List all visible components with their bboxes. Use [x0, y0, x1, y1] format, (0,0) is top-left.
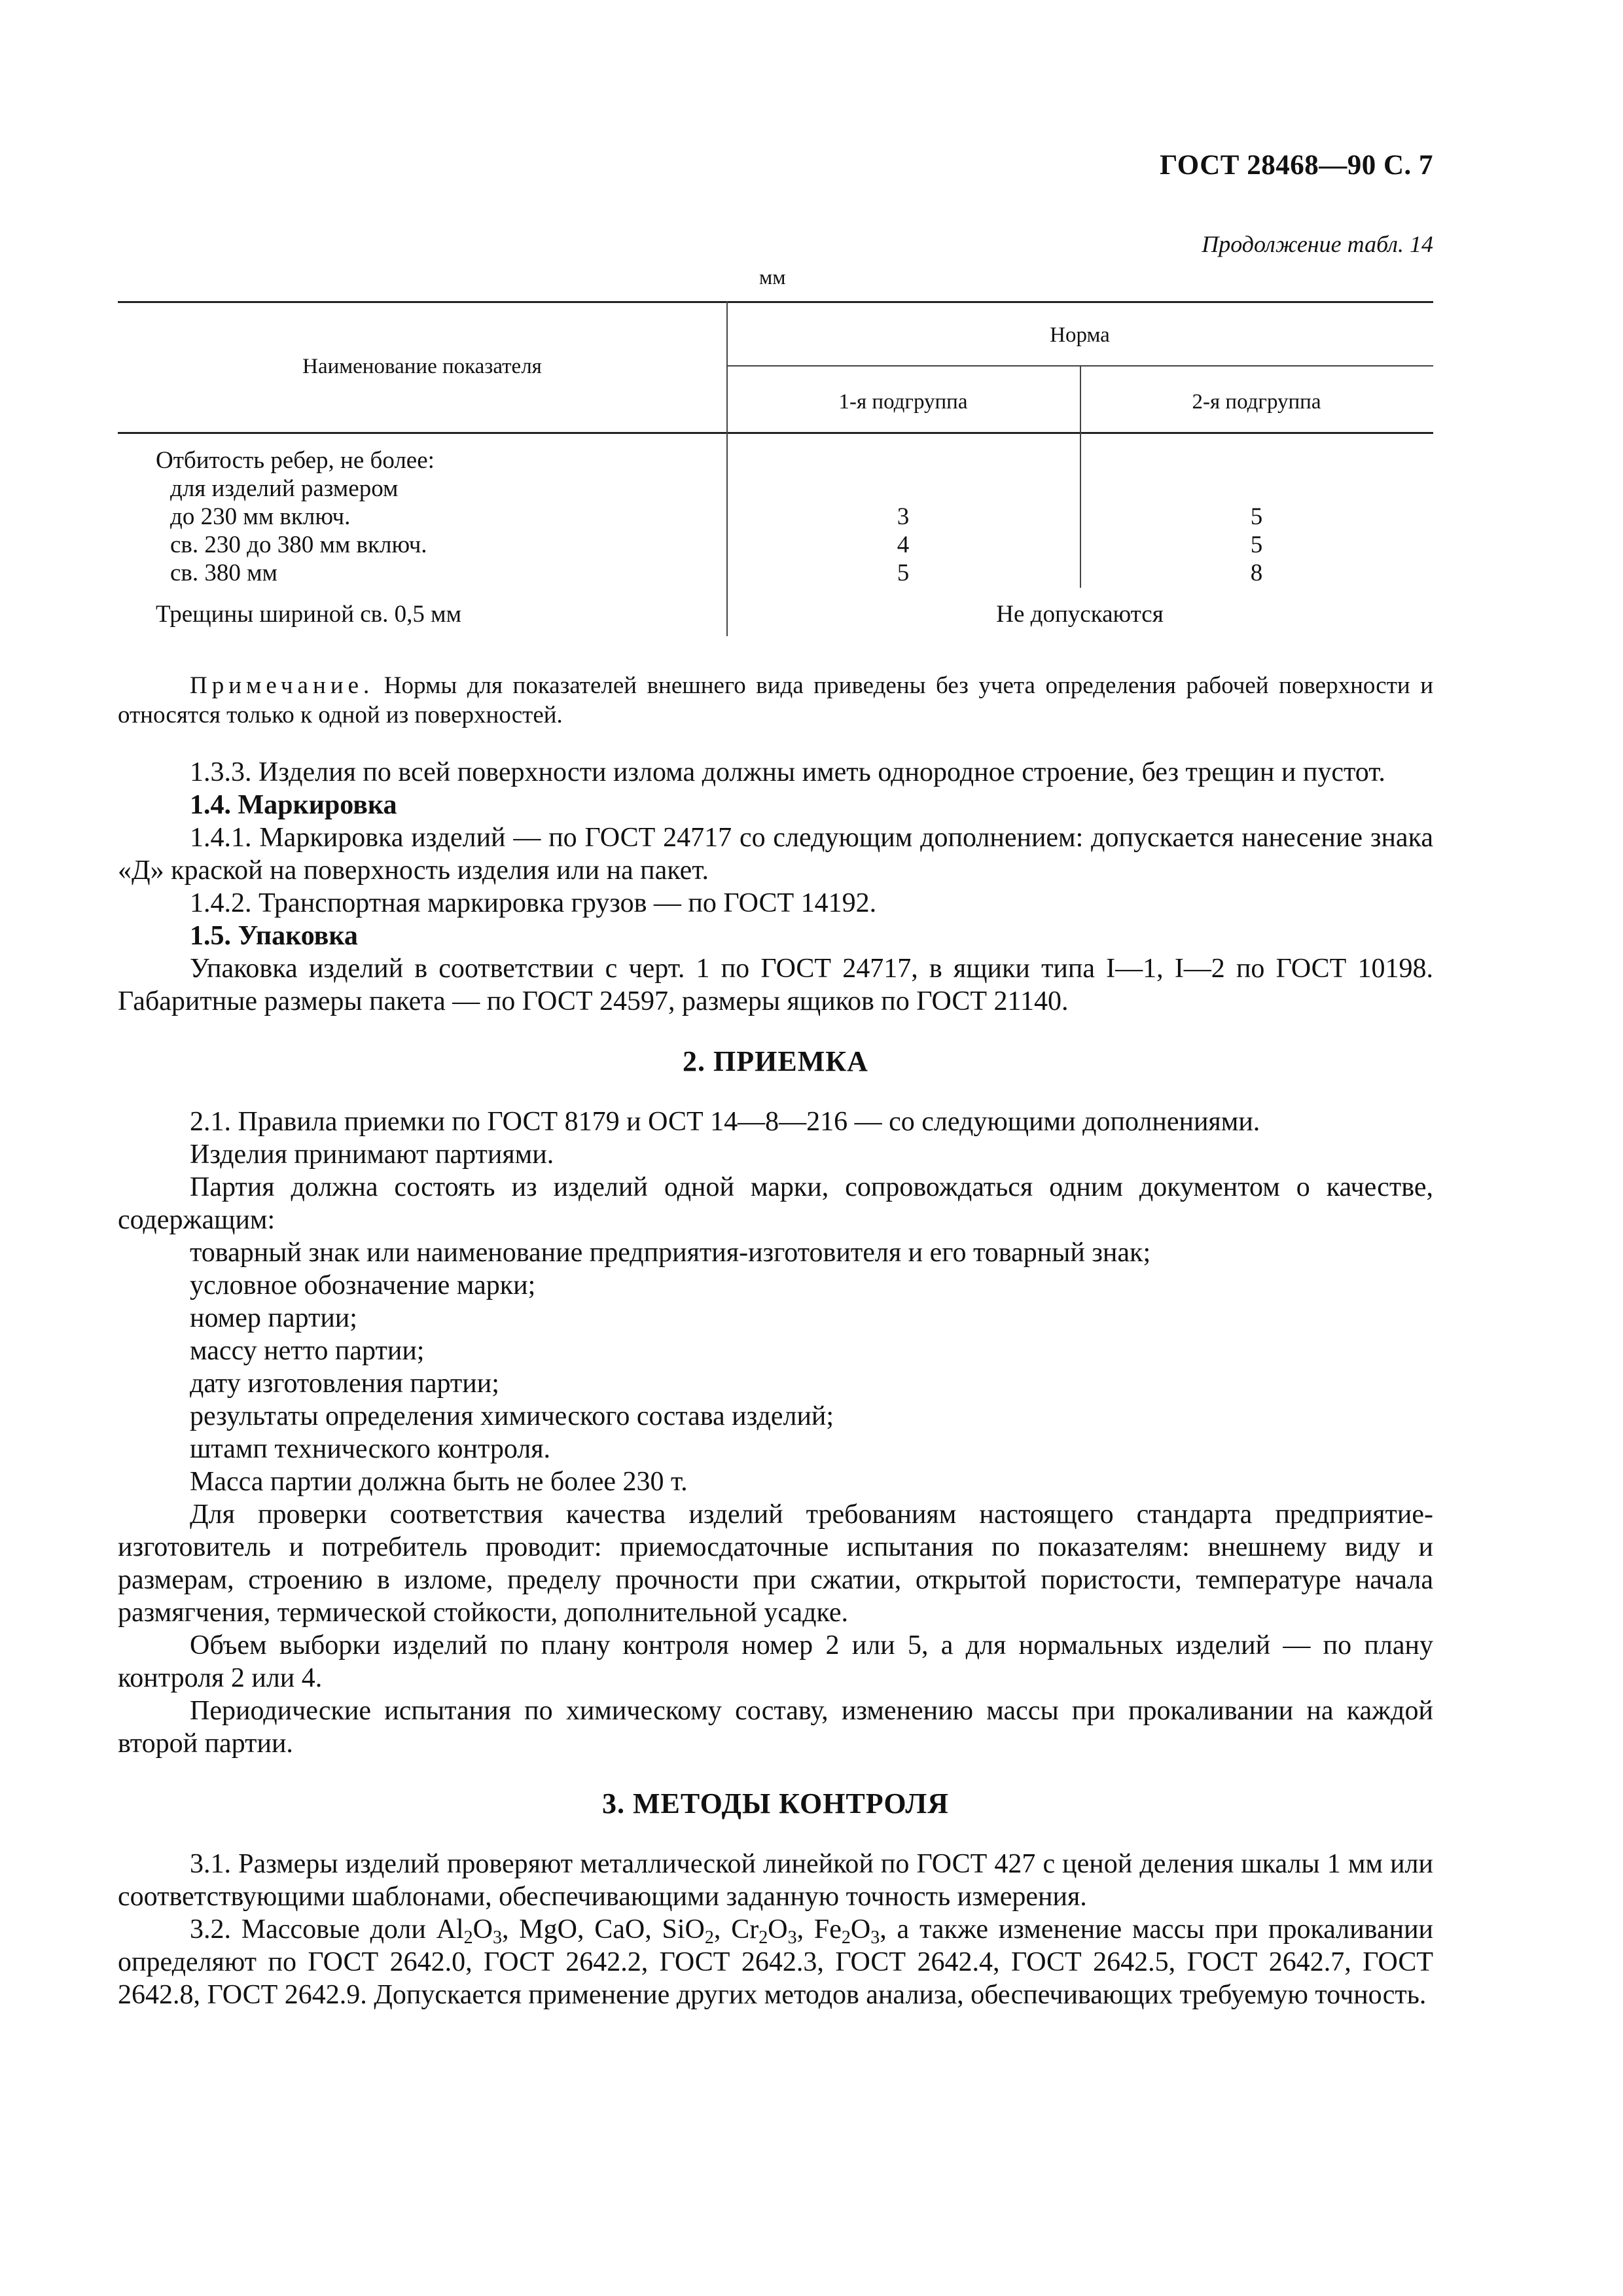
paragraph: Изделия принимают партиями.	[190, 1139, 554, 1170]
table-row-label: для изделий размером	[170, 475, 399, 502]
table-cell-value: 3	[897, 503, 910, 530]
paragraph: Объем выборки изделий по плану контроля номер 2 или 5, а для нормальных изделий — по плану контроля 2 или 4.	[118, 1630, 1433, 1693]
table-cell-value: 4	[897, 531, 910, 558]
paragraph: Масса партии должна быть не более 230 т.	[190, 1467, 688, 1497]
table-note	[118, 671, 1433, 730]
table-unit: мм	[759, 265, 786, 289]
note-label: Примечание.	[190, 672, 374, 699]
table-header-sub2: 2-я подгруппа	[1192, 390, 1321, 414]
section-heading: 1.4. Маркировка	[190, 790, 397, 820]
list-item: результаты определения химического состава изделий;	[190, 1401, 834, 1431]
paragraph: Для проверки соответствия качества изделий требованиям настоящего стандарта предприятие-изготовитель и потребитель проводит: приемосдаточные испытания по показателям: внешнему виду и размерам, строению в изломе, пределу прочности при сжатии, открытой пористости, температуре начала размягчения, термической стойкости, дополнительной усадке.	[118, 1499, 1433, 1628]
norms-table	[118, 301, 1433, 636]
paragraph: 1.3.3. Изделия по всей поверхности излома должны иметь однородное строение, без трещин и пустот.	[190, 757, 1385, 787]
paragraph: 3.1. Размеры изделий проверяют металлической линейкой по ГОСТ 427 с ценой деления шкалы 1 мм или соответствующими шаблонами, обеспечивающими заданную точность измерения.	[118, 1849, 1433, 1912]
list-item: товарный знак или наименование предприятия-изготовителя и его товарный знак;	[190, 1238, 1151, 1268]
list-item: массу нетто партии;	[190, 1336, 425, 1366]
table-continuation-label: Продолжение табл. 14	[1202, 231, 1433, 257]
page-header: ГОСТ 28468—90 С. 7	[1159, 150, 1433, 181]
paragraph: 1.4.2. Транспортная маркировка грузов — по ГОСТ 14192.	[190, 888, 877, 918]
paragraph: 3.2. Массовые доли $Al_2O_3$, MgO, CaO, SiO$_2$, $Cr_2O_3$, $Fe_2O_3$, а также изменение массы при прокаливании определяют по ГОСТ 2642.0, ГОСТ 2642.2, ГОСТ 2642.3, ГОСТ 2642.4, ГОСТ 2642.5, ГОСТ 2642.7, ГОСТ 2642.8, ГОСТ 2642.9. Допускается применение других методов анализа, обеспечивающих требуемую точность.	[118, 1914, 1434, 2010]
list-item: номер партии;	[190, 1303, 357, 1333]
table-cell-value: 5	[897, 560, 910, 586]
paragraph: Партия должна состоять из изделий одной марки, сопровождаться одним документом о качестве, содержащим:	[118, 1172, 1433, 1235]
list-item: дату изготовления партии;	[190, 1369, 499, 1399]
table-header-norm: Норма	[1050, 323, 1110, 347]
list-item: штамп технического контроля.	[190, 1434, 551, 1464]
section-title: 2. ПРИЕМКА	[683, 1045, 868, 1077]
document-body	[118, 756, 1433, 2011]
table-header-sub1: 1-я подгруппа	[838, 390, 968, 414]
table-row-label: до 230 мм включ.	[170, 503, 351, 530]
table-cell-value: 5	[1250, 503, 1263, 530]
note-text: Нормы для показателей внешнего вида приведены без учета определения рабочей поверхности и относятся только к одной из поверхностей.	[118, 672, 1434, 728]
paragraph: Упаковка изделий в соответствии с черт. 1 по ГОСТ 24717, в ящики типа I—1, I—2 по ГОСТ 10198. Габаритные размеры пакета — по ГОСТ 24597, размеры ящиков по ГОСТ 21140.	[118, 954, 1433, 1016]
table-row-label: Трещины шириной св. 0,5 мм	[156, 601, 461, 628]
paragraph: Периодические испытания по химическому составу, изменению массы при прокаливании на каждой второй партии.	[118, 1696, 1433, 1759]
table-col-divider	[726, 301, 728, 636]
section-title: 3. МЕТОДЫ КОНТРОЛЯ	[602, 1787, 949, 1820]
section-heading: 1.5. Упаковка	[190, 921, 358, 951]
table-row-label: св. 230 до 380 мм включ.	[170, 531, 427, 558]
table-cell-value: 8	[1250, 560, 1263, 586]
table-header-rule	[118, 432, 1433, 434]
table-row-label: св. 380 мм	[170, 560, 277, 586]
paragraph: 1.4.1. Маркировка изделий — по ГОСТ 24717 со следующим дополнением: допускается нанесение знака «Д» краской на поверхность изделия или на пакет.	[118, 823, 1433, 886]
table-cell-value: 5	[1250, 531, 1263, 558]
paragraph: 2.1. Правила приемки по ГОСТ 8179 и ОСТ 14—8—216 — со следующими дополнениями.	[190, 1107, 1260, 1137]
table-row-label: Отбитость ребер, не более:	[156, 447, 435, 474]
list-item: условное обозначение марки;	[190, 1270, 536, 1300]
table-top-rule	[118, 301, 1433, 303]
table-cell-value: Не допускаются	[996, 601, 1164, 628]
table-header-name: Наименование показателя	[302, 355, 542, 378]
